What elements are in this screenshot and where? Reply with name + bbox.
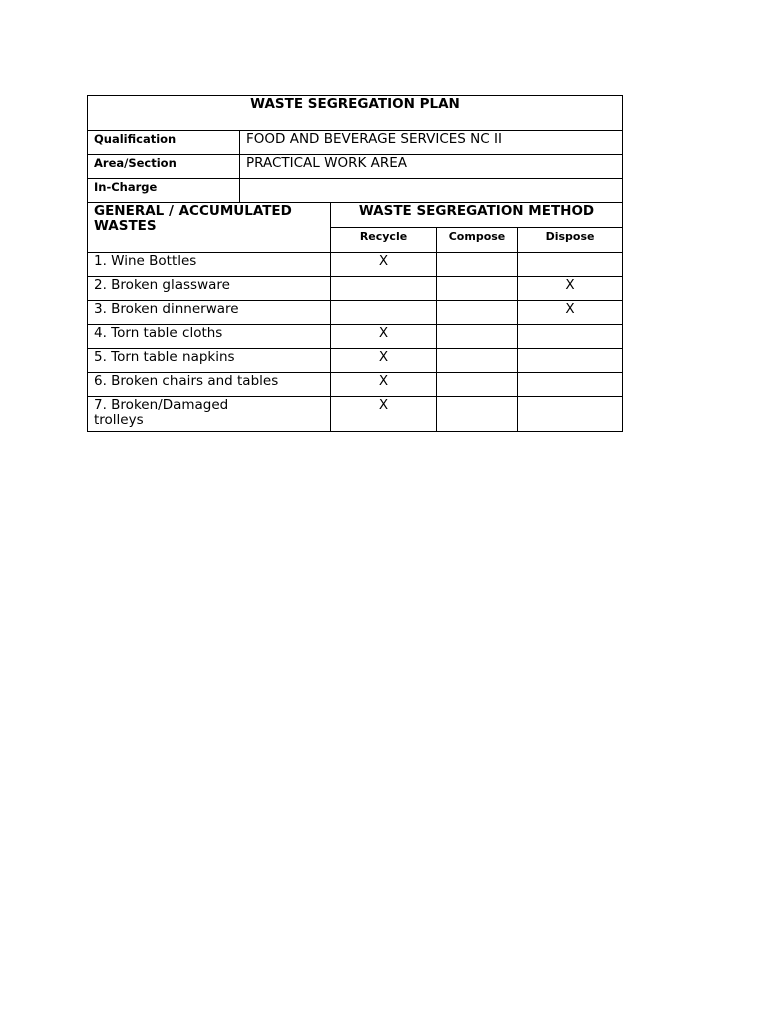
method-header: WASTE SEGREGATION METHOD (331, 203, 623, 228)
table-row (88, 277, 623, 301)
dispose-mark (518, 325, 623, 349)
qualification-label: Qualification (88, 131, 240, 155)
dispose-mark (518, 253, 623, 277)
dispose-header: Dispose (518, 228, 623, 253)
recycle-mark (331, 277, 437, 301)
waste-segregation-table (87, 95, 623, 432)
table-row (88, 325, 623, 349)
recycle-header: Recycle (331, 228, 437, 253)
dispose-mark (518, 349, 623, 373)
area-section-label: Area/Section (88, 155, 240, 179)
recycle-mark: X (331, 325, 437, 349)
recycle-mark: X (331, 397, 437, 432)
dispose-mark: X (518, 301, 623, 325)
dispose-mark (518, 397, 623, 432)
waste-item: 1. Wine Bottles (88, 253, 331, 277)
table-row (88, 349, 623, 373)
table-row (88, 253, 623, 277)
table-row (88, 301, 623, 325)
compose-mark (437, 397, 518, 432)
compose-mark (437, 301, 518, 325)
compose-mark (437, 253, 518, 277)
waste-item: 2. Broken glassware (88, 277, 331, 301)
recycle-mark: X (331, 349, 437, 373)
compose-mark (437, 349, 518, 373)
recycle-mark: X (331, 253, 437, 277)
waste-item: 4. Torn table cloths (88, 325, 331, 349)
dispose-mark: X (518, 277, 623, 301)
compose-mark (437, 373, 518, 397)
table-row (88, 397, 623, 432)
in-charge-label: In-Charge (88, 179, 240, 203)
compose-header: Compose (437, 228, 518, 253)
plan-title: WASTE SEGREGATION PLAN (88, 96, 623, 131)
qualification-value: FOOD AND BEVERAGE SERVICES NC II (240, 131, 623, 155)
waste-item: 3. Broken dinnerware (88, 301, 331, 325)
wastes-header: GENERAL / ACCUMULATED WASTES (88, 203, 331, 253)
compose-mark (437, 325, 518, 349)
waste-item: 6. Broken chairs and tables (88, 373, 331, 397)
dispose-mark (518, 373, 623, 397)
waste-item: 7. Broken/Damaged trolleys (88, 397, 331, 432)
recycle-mark: X (331, 373, 437, 397)
waste-item: 5. Torn table napkins (88, 349, 331, 373)
recycle-mark (331, 301, 437, 325)
in-charge-value (240, 179, 623, 203)
area-section-value: PRACTICAL WORK AREA (240, 155, 623, 179)
compose-mark (437, 277, 518, 301)
table-row (88, 373, 623, 397)
